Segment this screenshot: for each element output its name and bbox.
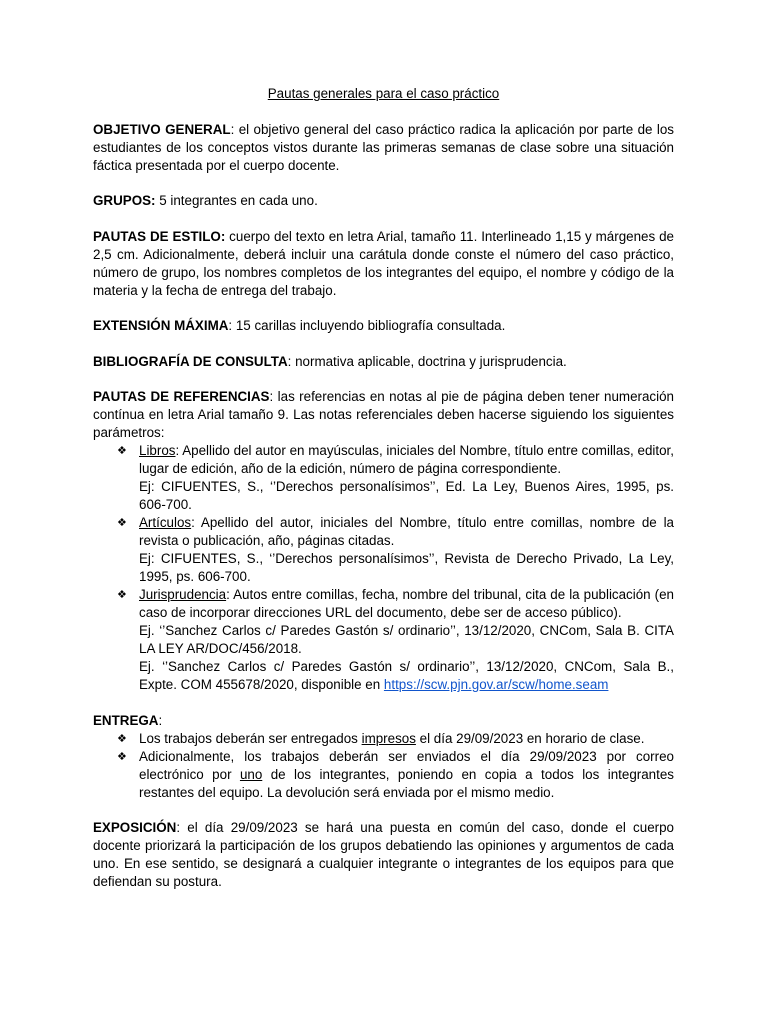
articulos-example: Ej: CIFUENTES, S., ‘’Derechos personalísimos’’, Revista de Derecho Privado, La Ley, 1995, ps. 606-700. (139, 551, 674, 584)
jurisprudencia-example-1: Ej. ‘’Sanchez Carlos c/ Paredes Gastón s/ ordinario’’, 13/12/2020, CNCom, Sala B. CITA LA LEY AR/DOC/456/2018. (139, 623, 674, 656)
entrega-item1-underlined: impresos (361, 730, 416, 746)
jurisprudencia-text: : Autos entre comillas, fecha, nombre del tribunal, cita de la publicación (en caso de incorporar direcciones URL del documento, debe ser de acceso público). (139, 587, 674, 620)
document-title: Pautas generales para el caso práctico (267, 86, 500, 101)
section-bibliografia (93, 353, 674, 371)
referencias-text: : las referencias en notas al pie de página deben tener numeración contínua en letra Arial tamaño 9. Las notas referenciales deben hacerse siguiendo los siguientes parámetros: (93, 389, 674, 440)
libros-example: Ej: CIFUENTES, S., ‘’Derechos personalísimos’’, Ed. La Ley, Buenos Aires, 1995, ps. 606-700. (139, 479, 674, 512)
estilo-label: PAUTAS DE ESTILO: (93, 228, 226, 244)
grupos-text: 5 integrantes en cada uno. (155, 193, 318, 208)
list-item-jurisprudencia (93, 586, 674, 694)
diamond-bullet-icon: ❖ (117, 731, 127, 745)
list-item-articulos (93, 514, 674, 586)
objetivo-label: OBJETIVO GENERAL (93, 121, 231, 137)
libros-label: Libros (139, 443, 176, 458)
referencias-list (93, 442, 674, 694)
pjn-link[interactable]: https://scw.pjn.gov.ar/scw/home.seam (383, 677, 609, 692)
bibliografia-label: BIBLIOGRAFÍA DE CONSULTA (93, 353, 288, 369)
bibliografia-text: : normativa aplicable, doctrina y jurisprudencia. (287, 353, 567, 369)
entrega-item1-b: el día 29/09/2023 en horario de clase. (415, 730, 645, 746)
spacer (93, 802, 674, 820)
section-estilo (93, 228, 674, 300)
section-entrega (93, 712, 674, 730)
section-exposicion (93, 819, 674, 891)
extension-label: EXTENSIÓN MÁXIMA (93, 318, 229, 333)
section-referencias (93, 388, 674, 442)
list-item-entrega-1 (93, 730, 674, 748)
diamond-bullet-icon: ❖ (117, 516, 127, 529)
entrega-colon: : (158, 712, 163, 728)
referencias-label: PAUTAS DE REFERENCIAS (93, 389, 270, 404)
articulos-text: : Apellido del autor, iniciales del Nombre, título entre comillas, nombre de la revista o publicación, año, páginas citadas. (139, 515, 674, 548)
entrega-item2-underlined: uno (239, 766, 263, 782)
entrega-label: ENTREGA (93, 712, 159, 728)
exposicion-label: EXPOSICIÓN (93, 820, 177, 835)
exposicion-text: : el día 29/09/2023 se hará una puesta en común del caso, donde el cuerpo docente priorizará la participación de los grupos debatiendo las opiniones y argumentos de cada uno. En ese sentido, se designará a cualquier integrante o integrantes de los equipos para que defiendan su postura. (93, 820, 674, 889)
list-item-entrega-2 (93, 748, 674, 802)
jurisprudencia-label: Jurisprudencia (139, 587, 227, 602)
libros-text: : Apellido del autor en mayúsculas, iniciales del Nombre, título entre comillas, editor, lugar de edición, año de la edición, número de página correspondiente. (139, 443, 674, 476)
section-extension (93, 317, 674, 335)
entrega-item2-b: de los integrantes, poniendo en copia a todos los integrantes restantes del equipo. La devolución será enviada por el mismo medio. (139, 766, 674, 800)
entrega-list (93, 730, 674, 802)
entrega-item1-a: Los trabajos deberán ser entregados (139, 730, 362, 746)
objetivo-text: : el objetivo general del caso práctico radica la aplicación por parte de los estudiantes de los conceptos vistos durante las primeras semanas de clase sobre una situación fáctica presentada por el cuerpo docente. (93, 121, 674, 173)
section-objetivo (93, 121, 674, 175)
diamond-bullet-icon: ❖ (117, 588, 127, 601)
diamond-bullet-icon: ❖ (117, 749, 127, 763)
extension-text: : 15 carillas incluyendo bibliografía consultada. (228, 318, 506, 333)
jurisprudencia-example-2-text: Ej. ‘’Sanchez Carlos c/ Paredes Gastón s/ ordinario’’, 13/12/2020, CNCom, Sala B., Expte. COM 455678/2020, disponible en (139, 659, 674, 692)
jurisprudencia-example-2 (139, 658, 674, 694)
articulos-label: Artículos (139, 515, 192, 530)
list-item-libros (93, 442, 674, 514)
grupos-label: GRUPOS: (93, 193, 156, 208)
estilo-text: cuerpo del texto en letra Arial, tamaño 11. Interlineado 1,15 y márgenes de 2,5 cm. Adicionalmente, deberá incluir una carátula donde conste el número del caso práctico, número de grupo, los nombres completos de los integrantes del equipo, el nombre y código de la materia y la fecha de entrega del trabajo. (93, 228, 674, 298)
entrega-item2-a: Adicionalmente, los trabajos deberán ser enviados el día 29/09/2023 por correo electrónico por (139, 748, 674, 782)
spacer (93, 694, 674, 712)
section-grupos (93, 192, 674, 210)
diamond-bullet-icon: ❖ (117, 444, 127, 457)
